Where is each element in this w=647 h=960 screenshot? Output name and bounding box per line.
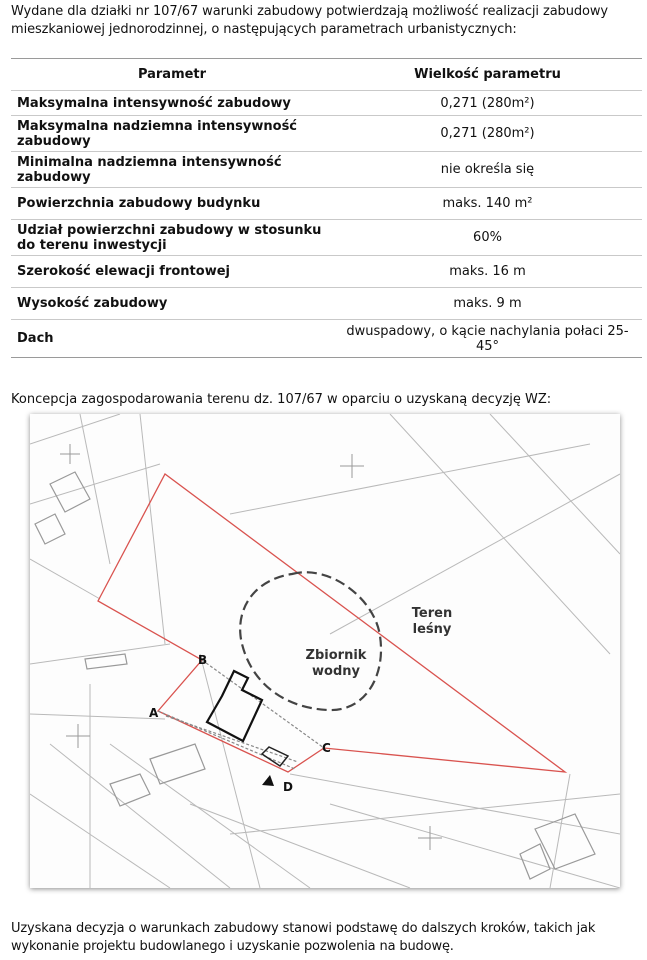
param-name: Maksymalna intensywność zabudowy <box>11 91 333 116</box>
point-a-label: A <box>149 706 159 720</box>
building-outline <box>207 671 262 741</box>
table-row <box>11 116 642 152</box>
param-value: maks. 140 m² <box>333 188 642 220</box>
table-header-row <box>11 59 642 91</box>
param-value: nie określa się <box>333 152 642 188</box>
header-parameter: Parametr <box>11 59 333 91</box>
param-value: maks. 9 m <box>333 288 642 320</box>
param-name: Powierzchnia zabudowy budynku <box>11 188 333 220</box>
param-value: dwuspadowy, o kącie nachylania połaci 25-45° <box>333 320 642 358</box>
pond-label-line1: Zbiornik <box>305 648 367 663</box>
forest-label-line1: Teren <box>411 606 453 621</box>
site-plan-svg <box>30 414 620 888</box>
intro-paragraph: Wydane dla działki nr 107/67 warunki zabudowy potwierdzają możliwość realizacji zabudowy mieszkaniowej jednorodzinnej, o następujących parametrach urbanistycznych: <box>11 4 608 37</box>
point-d-label: D <box>283 780 293 794</box>
outro-paragraph: Uzyskana decyzja o warunkach zabudowy stanowi podstawę do dalszych kroków, takich jak wykonanie projektu budowlanego i uzyskanie pozwolenia na budowę. <box>11 921 596 954</box>
param-value: 0,271 (280m²) <box>333 91 642 116</box>
param-name: Wysokość zabudowy <box>11 288 333 320</box>
param-value: maks. 16 m <box>333 256 642 288</box>
table-row <box>11 152 642 188</box>
param-value: 60% <box>333 220 642 256</box>
access-strip <box>158 660 324 769</box>
survey-crosses <box>60 444 442 850</box>
point-b-label: B <box>198 653 208 667</box>
param-name: Udział powierzchni zabudowy w stosunku do terenu inwestycji <box>11 220 333 256</box>
header-value: Wielkość parametru <box>333 59 642 91</box>
plot-boundary <box>98 474 565 772</box>
point-c-label: C <box>322 741 331 755</box>
pond-outline <box>240 572 381 710</box>
table-row <box>11 220 642 256</box>
forest-label-line2: leśny <box>412 622 452 637</box>
concept-heading: Koncepcja zagospodarowania terenu dz. 107/67 w oparciu o uzyskaną decyzję WZ: <box>11 392 552 407</box>
table-row <box>11 288 642 320</box>
param-name: Maksymalna nadziemna intensywność zabudowy <box>11 116 333 152</box>
table-row <box>11 188 642 220</box>
table-row <box>11 320 642 358</box>
pond-label-line2: wodny <box>312 664 360 679</box>
param-name: Szerokość elewacji frontowej <box>11 256 333 288</box>
site-plan-map <box>30 414 620 888</box>
param-name: Dach <box>11 320 333 358</box>
table-row <box>11 91 642 116</box>
entrance-arrow-icon <box>262 775 274 786</box>
outbuilding <box>262 747 288 766</box>
parameters-table <box>11 58 642 358</box>
param-value: 0,271 (280m²) <box>333 116 642 152</box>
param-name: Minimalna nadziemna intensywność zabudowy <box>11 152 333 188</box>
table-row <box>11 256 642 288</box>
